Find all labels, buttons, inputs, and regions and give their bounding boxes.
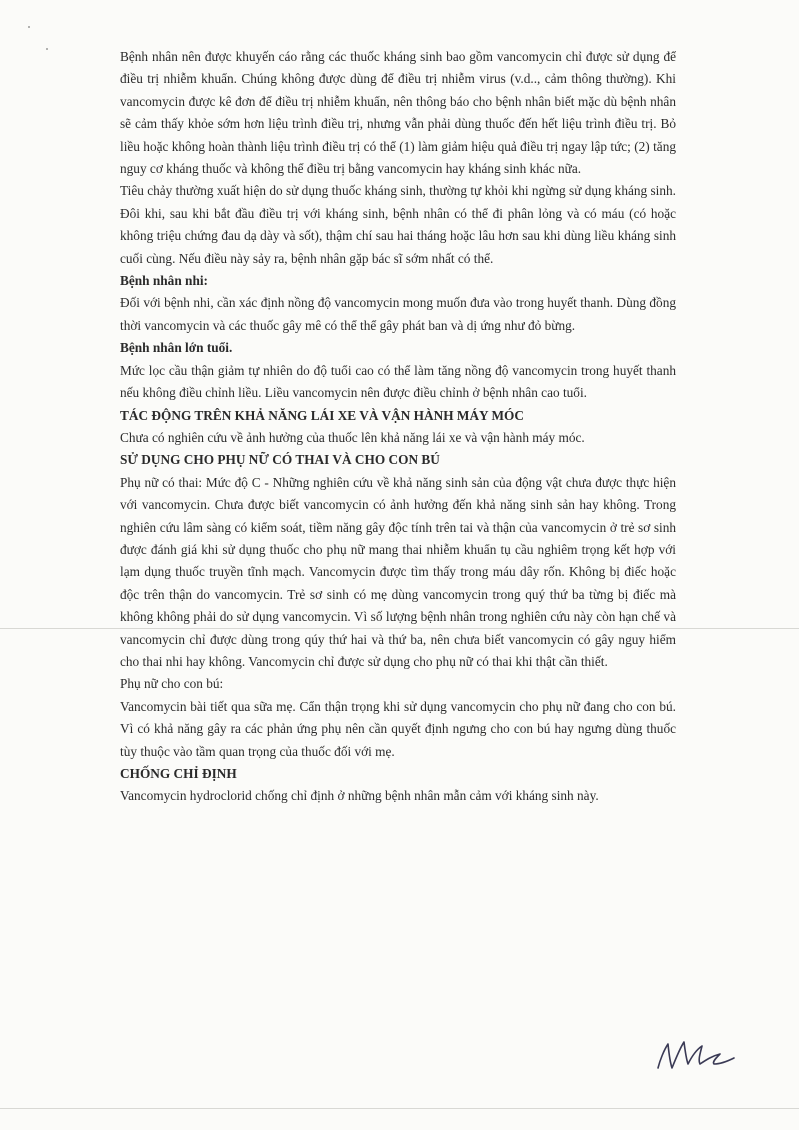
heading-driving: TÁC ĐỘNG TRÊN KHẢ NĂNG LÁI XE VÀ VẬN HÀNH MÁY MÓC — [120, 407, 524, 423]
paragraph-contraindications: Vancomycin hydroclorid chống chỉ định ở những bệnh nhân mẫn cảm với kháng sinh này. — [120, 788, 599, 804]
handwritten-signature — [650, 1030, 740, 1080]
paragraph-diarrhea: Tiêu chảy thường xuất hiện do sử dụng thuốc kháng sinh, thường tự khỏi khi ngừng sử dụng kháng sinh. Đôi khi, sau khi bắt đầu điều trị với kháng sinh, bệnh nhân có thể đi phân lỏng và có máu (có hoặc không triệu chứng đau dạ dày và sốt), thậm chí sau hai tháng hoặc lâu hơn sau khi dùng liều kháng sinh cuối cùng. Nếu điều này sảy ra, bệnh nhân gặp bác sĩ sớm nhất có thể. — [120, 183, 676, 266]
scan-speck — [46, 48, 48, 50]
scan-speck — [28, 26, 30, 28]
heading-contraindications: CHỐNG CHỈ ĐỊNH — [120, 766, 237, 781]
subheading-elderly: Bệnh nhân lớn tuổi. — [120, 340, 233, 356]
heading-pregnancy: SỬ DỤNG CHO PHỤ NỮ CÓ THAI VÀ CHO CON BÚ — [120, 452, 440, 468]
paragraph-pediatric: Đối với bệnh nhi, cần xác định nồng độ vancomycin mong muốn đưa vào trong huyết thanh. Dùng đồng thời vancomycin và các thuốc gây mê có thể thể gây phát ban và dị ứng như đỏ bừng. — [120, 295, 676, 333]
paragraph-pregnancy: Phụ nữ có thai: Mức độ C - Những nghiên cứu về khả năng sinh sản của động vật chưa được thực hiện với vancomycin. Chưa được biết vancomycin có ảnh hưởng đến khả năng sinh sản hay không. Trong nghiên cứu lâm sàng có kiểm soát, tiềm năng gây độc tính trên tai và thận của vancomycin ở trẻ sơ sinh được đánh giá khi sử dụng thuốc cho phụ nữ mang thai nhiễm khuẩn tụ cầu nghiêm trọng kết hợp với lạm dụng thuốc truyền tĩnh mạch. Vancomycin được tìm thấy trong máu dây rốn. Không bị điếc hoặc độc trên thận do vancomycin. Trẻ sơ sinh có mẹ dùng vancomycin trong quý thứ ba từng bị điếc mà không không phải do sử dụng vancomycin. Vì số lượng bệnh nhân trong nghiên cứu này còn hạn chế và vancomycin chỉ được dùng trong qúy thứ hai và thứ ba, nên chưa biết vancomycin có gây nguy hiểm cho thai nhi hay không. Vancomycin chỉ được sử dụng cho phụ nữ có thai khi thật cần thiết. — [120, 474, 676, 669]
paragraph-elderly: Mức lọc cầu thận giảm tự nhiên do độ tuổi cao có thể làm tăng nồng độ vancomycin trong huyết thanh nếu không điều chỉnh liều. Liều vancomycin nên được điều chỉnh ở bệnh nhân cao tuổi. — [120, 362, 676, 401]
paragraph-driving: Chưa có nghiên cứu về ảnh hưởng của thuốc lên khả năng lái xe và vận hành máy móc. — [120, 429, 585, 445]
document-page — [120, 46, 676, 808]
subheading-pediatric: Bệnh nhân nhi: — [120, 273, 208, 289]
paragraph-antibiotic-advice: Bệnh nhân nên được khuyến cáo rằng các thuốc kháng sinh bao gồm vancomycin chỉ được sử dụng để điều trị nhiễm khuẩn. Chúng không được dùng để điều trị nhiễm virus (v.d.., cảm thông thường). Khi vancomycin được kê đơn để điều trị nhiễm khuẩn, nên thông báo cho bệnh nhân biết mặc dù bệnh nhân sẽ cảm thấy khỏe sớm hơn liệu trình điều trị, nhưng vẫn phải dùng thuốc đến hết liệu trình điều trị. Bỏ liều hoặc không hoàn thành liệu trình điều trị có thể (1) làm giảm hiệu quả điều trị ngay lập tức; (2) tăng nguy cơ kháng thuốc và không thể điều trị bằng vancomycin hay kháng sinh khác nữa. — [120, 49, 676, 177]
scan-line-bottom — [0, 1108, 799, 1109]
paragraph-breastfeeding: Vancomycin bài tiết qua sữa mẹ. Cẩn thận trọng khi sử dụng vancomycin cho phụ nữ đang cho con bú. Vì có khả năng gây ra các phản ứng phụ nên cần quyết định ngưng cho con bú hay ngưng dùng thuốc tùy thuộc vào tầm quan trọng của thuốc đối với mẹ. — [120, 698, 676, 759]
label-breastfeeding: Phụ nữ cho con bú: — [120, 676, 224, 692]
